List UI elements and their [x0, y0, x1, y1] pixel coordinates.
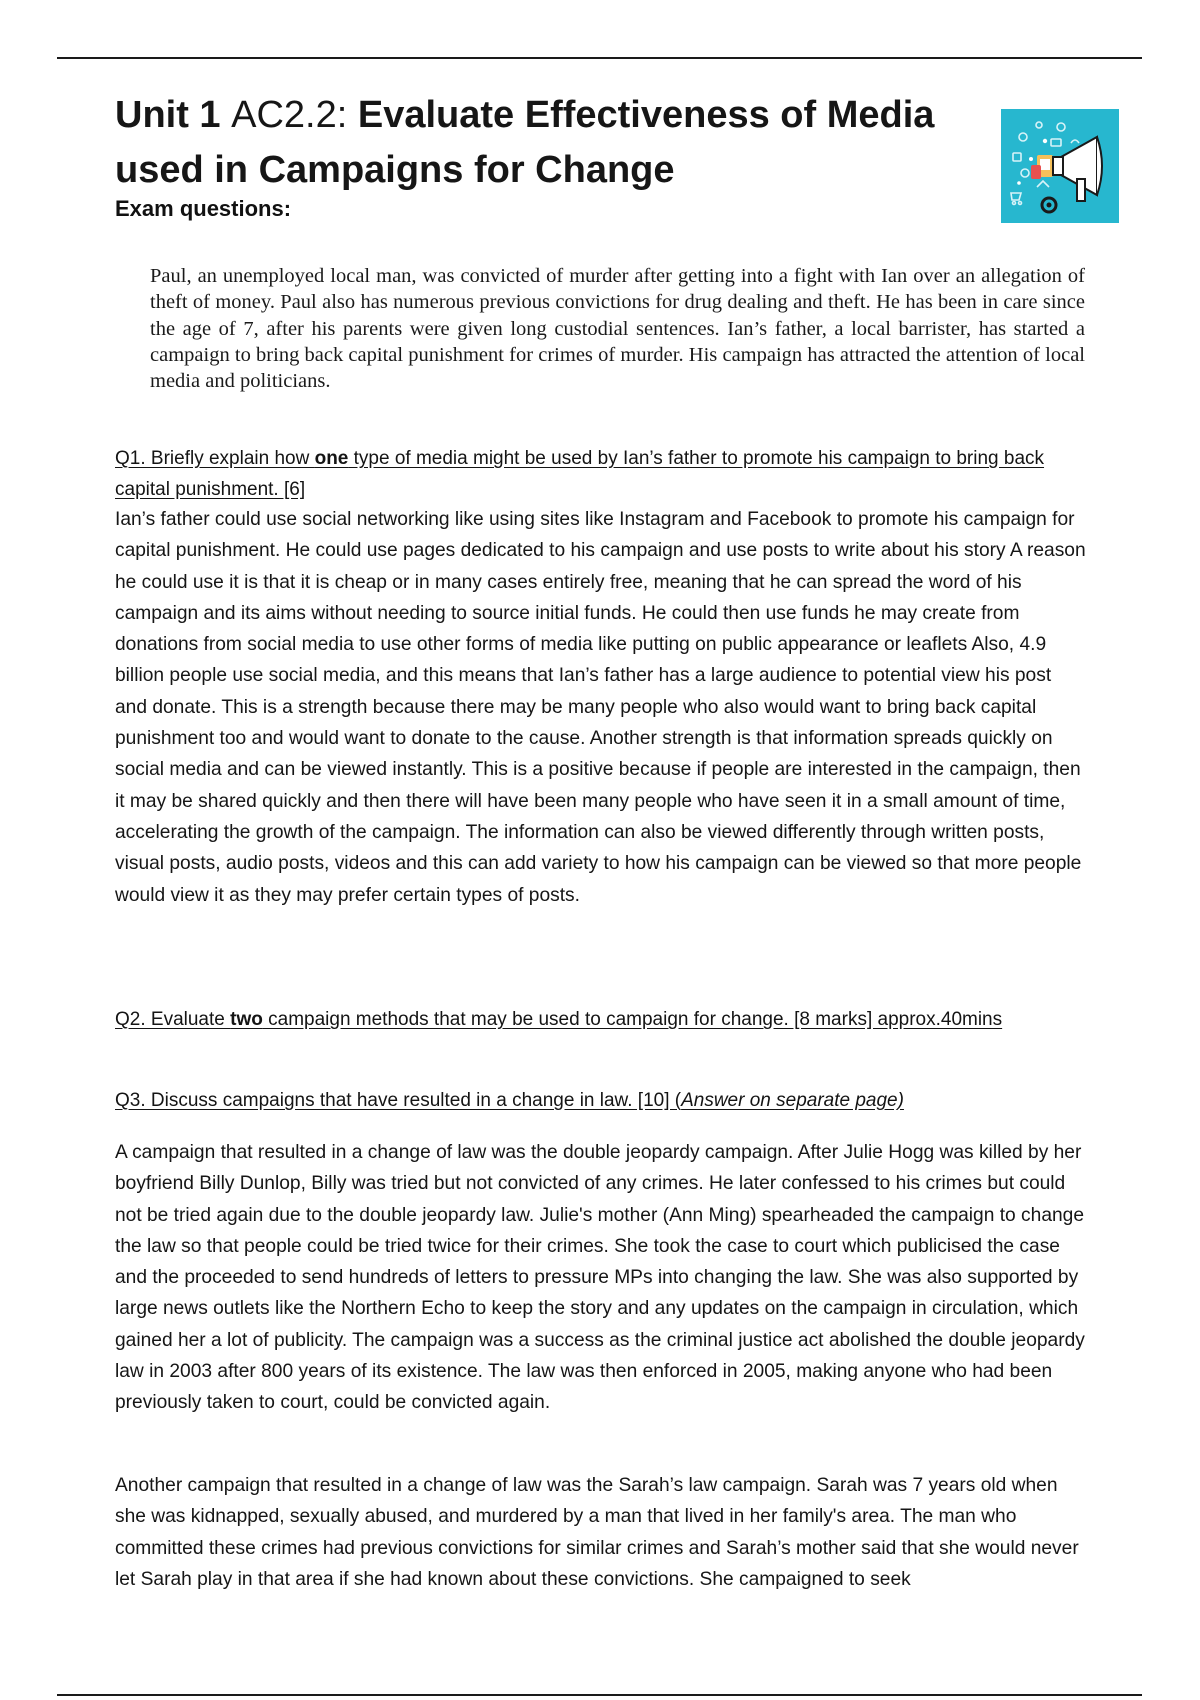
- scenario-text: Paul, an unemployed local man, was convicted of murder after getting into a fight with Ian over an allegation of theft of money. Paul also has numerous previous convictions for drug dealing and theft. He has been in care since the age of 7, after his parents were given long custodial sentences. Ian’s father, a local barrister, has started a campaign to bring back capital punishment for crimes of murder. His campaign has attracted the attention of local media and politicians.: [150, 265, 1085, 393]
- title-code: AC2.2:: [231, 94, 358, 136]
- question-1: [115, 443, 1075, 505]
- top-rule: [57, 57, 1142, 59]
- q2-text-after: campaign methods that may be used to campaign for change. [8 marks] approx.40mins: [262, 1009, 1003, 1030]
- q2-text-before: Q2. Evaluate: [115, 1009, 231, 1030]
- question-3: [115, 1085, 1115, 1116]
- q1-text-after: type of media might be used by Ian’s father to promote his campaign to bring back capital punishment. [6]: [115, 448, 1045, 500]
- answer-3-paragraph-1: A campaign that resulted in a change of law was the double jeopardy campaign. After Julie Hogg was killed by her boyfriend Billy Dunlop, Billy was tried but not convicted of any crimes. He later confessed to his crimes but could not be tried again due to the double jeopardy law. Julie's mother (Ann Ming) spearheaded the campaign to change the law so that people could be tried twice for their crimes. She took the case to court which publicised the case and the proceeded to send hundreds of letters to pressure MPs into changing the law. She was also supported by large news outlets like the Northern Echo to keep the story and any updates on the campaign in circulation, which gained her a lot of publicity. The campaign was a success as the criminal justice act abolished the double jeopardy law in 2003 after 800 years of its existence. The law was then enforced in 2005, making anyone who had been previously taken to court, could be convicted again.: [115, 1142, 1085, 1414]
- bottom-rule: [57, 1694, 1142, 1696]
- q3-text-before: Q3. Discuss campaigns that have resulted in a change in law. [10] (: [115, 1090, 682, 1111]
- title-text: Evaluate Effectiveness of Media used in Campaigns for Change: [115, 94, 935, 191]
- answer-3-paragraph-2: Another campaign that resulted in a change of law was the Sarah’s law campaign. Sarah was 7 years old when she was kidnapped, sexually abused, and murdered by a man that lived in her family's area. The man who committed these crimes had previous convictions for similar crimes and Sarah’s mother said that she would never let Sarah play in that area if she had known about these convictions. She campaigned to seek: [115, 1475, 1079, 1590]
- answer-1: Ian’s father could use social networking like using sites like Instagram and Facebook to promote his campaign for capital punishment. He could use pages dedicated to his campaign and use posts to write about his story A reason he could use it is that it is cheap or in many cases entirely free, meaning that he can spread the word of his campaign and its aims without needing to source initial funds. He could then use funds he may create from donations from social media to use other forms of media like putting on public appearance or leaflets Also, 4.9 billion people use social media, and this means that Ian’s father has a large audience to potential view his post and donate. This is a strength because there may be many people who also would want to bring back capital punishment too and would want to donate to the cause. Another strength is that information spreads quickly on social media and can be viewed instantly. This is a positive because if people are interested in the campaign, then it may be shared quickly and then there will have been many people who have seen it in a small amount of time, accelerating the growth of the campaign. The information can also be viewed differently through written posts, visual posts, audio posts, videos and this can add variety to how his campaign can be viewed so that more people would view it as they may prefer certain types of posts.: [115, 509, 1086, 906]
- megaphone-icon: [1001, 109, 1119, 223]
- q1-text-before: Q1. Briefly explain how: [115, 448, 315, 469]
- q1-emphasis: one: [314, 448, 349, 469]
- exam-questions-heading: Exam questions:: [115, 196, 292, 221]
- page-title: [115, 88, 975, 198]
- title-unit: Unit 1: [115, 94, 232, 136]
- q2-emphasis: two: [230, 1009, 263, 1030]
- question-2: [115, 1004, 1115, 1035]
- q3-italic-note: Answer on separate page): [681, 1090, 904, 1111]
